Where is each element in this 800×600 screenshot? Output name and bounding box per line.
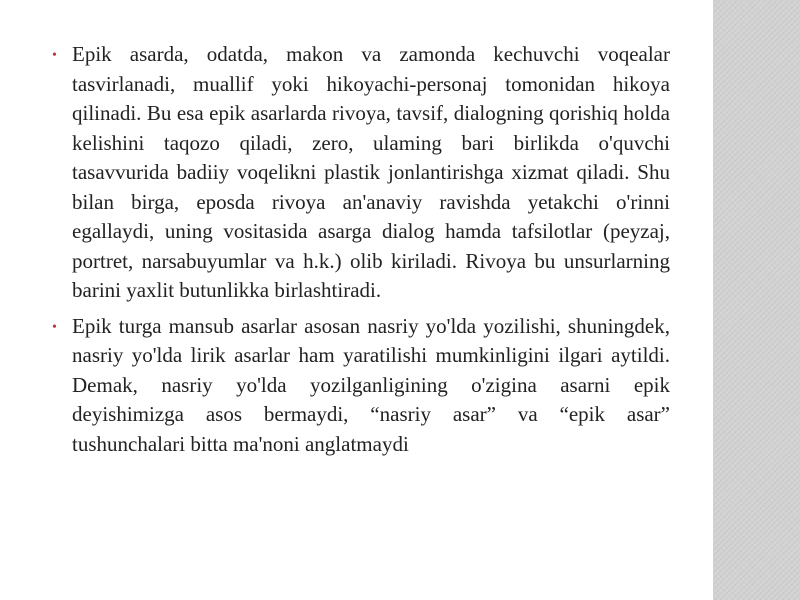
bullet-text-2: Epik turga mansub asarlar asosan nasriy yo'lda yozilishi, shuningdek, nasriy yo'lda lirik asarlar ham yaratilishi mumkinligini ilgari aytildi. Demak, nasriy yo'lda yozilganligining o'zigina asarni epik deyishimizga asos bermaydi, “nasriy asar” va “epik asar” tushunchalari bitta ma'noni anglatmaydi — [72, 313, 670, 456]
bullet-icon: • — [52, 319, 57, 335]
bullet-item-2 — [52, 312, 670, 460]
bullet-item-1 — [52, 40, 670, 306]
decorative-side-stripe — [713, 0, 800, 600]
bullet-text-1: Epik asarda, odatda, makon va zamonda kechuvchi voqealar tasvirlanadi, muallif yoki hikoyachi-personaj tomonidan hikoya qilinadi. Bu esa epik asarlarda rivoya, tavsif, dialogning qorishiq holda kelishini taqozo qiladi, zero, ulaming bari birlikda o'quvchi tasavvurida badiiy voqelikni plastik jonlantirishga xizmat qiladi. Shu bilan birga, eposda rivoya an'anaviy ravishda yetakchi o'rinni egallaydi, uning vositasida asarga dialog hamda tafsilotlar (peyzaj, portret, narsabuyumlar va h.k.) olib kiriladi. Rivoya bu unsurlarning barini yaxlit butunlikka birlashtiradi. — [72, 42, 670, 302]
bullet-icon: • — [52, 48, 57, 63]
bullet-list — [52, 40, 670, 465]
